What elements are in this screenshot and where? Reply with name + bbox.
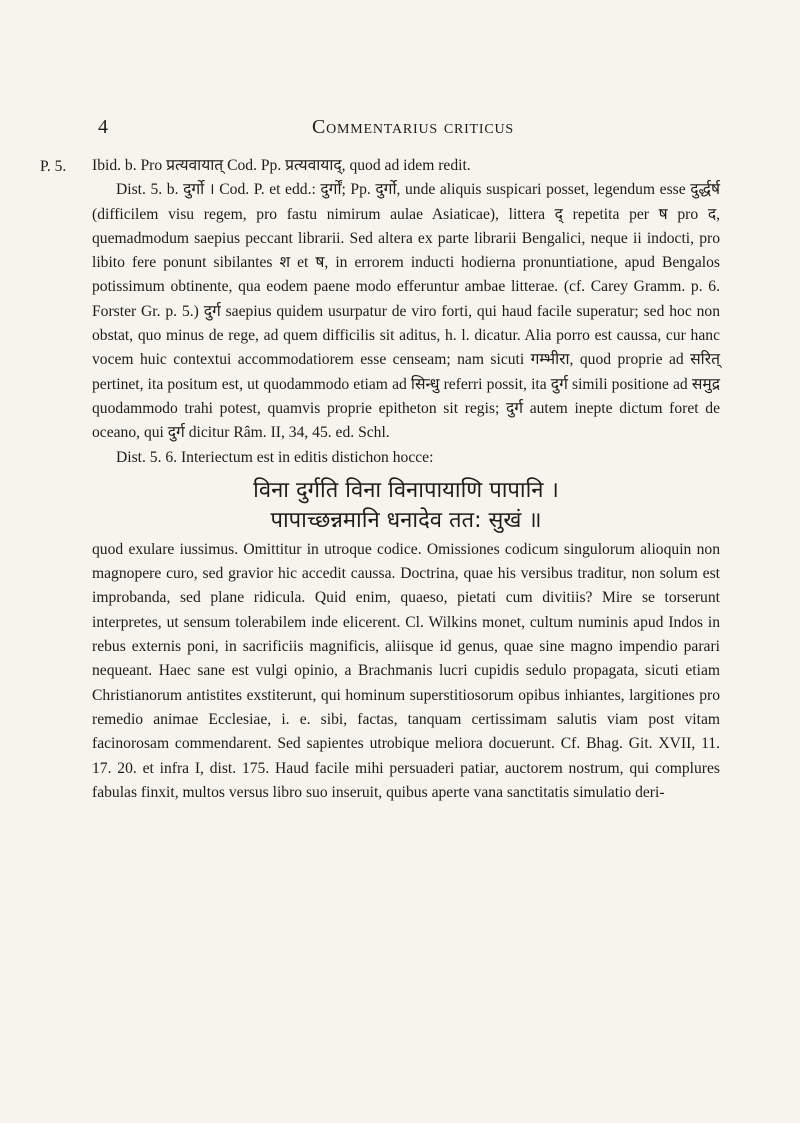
running-title: Commentarius criticus	[311, 116, 515, 138]
page-number: 4	[98, 116, 109, 138]
running-header	[98, 116, 728, 146]
commentary-body	[92, 154, 720, 805]
verse-line-2: पापाच्छन्नमानि धनादेव तत: सुखं ॥	[270, 507, 542, 533]
sanskrit-distichon	[92, 476, 720, 536]
paragraph-omissio: quod exulare iussimus. Omittitur in utroque codice. Omissiones codicum singulorum alioquin non magnopere curo, sed gravior hic accedit caussa. Doctrina, quae his versibus traditur, non solum est improbanda, sed plane ridicula. Quid enim, quaeso, pietati cum divitiis? Mire se torserunt interpretes, ut sensum tolerabilem inde elicerent. Cl. Wilkins monet, cultum numinis apud Indos in rebus externis poni, in sacrificiis magnificis, aliisque id genus, quae sine magno impendio parari nequeant. Haec sane est vulgi opinio, a Brachmanis lucri cupidis sedulo propagata, sicuti etiam Christianorum antistites exstiterunt, qui hominum superstitiosorum opibus inhiantes, largitiones pro remedio animae Ecclesiae, i. e. sibi, factas, tanquam certissimam salutis viam post vitam facinorosam commendarent. Sed sapientes utrobique meliora docuerunt. Cf. Bhag. Git. XVII, 11. 17. 20. et infra I, dist. 175. Haud facile mihi persuaderi patiar, auctorem nostrum, qui complures fabulas finxit, multos versus libro suo inseruit, quibus aperte vana sanctitatis simulatio deri-	[92, 540, 720, 801]
paragraph-dist-56: Dist. 5. 6. Interiectum est in editis distichon hocce:	[116, 448, 434, 466]
paragraph-ibid: Ibid. b. Pro प्रत्यवायात् Cod. Pp. प्रत्यवायाद्, quod ad idem redit.	[92, 157, 471, 174]
verse-line-1: विना दुर्गति विना विनापायाणि पापानि ।	[253, 477, 559, 503]
margin-reference: P. 5.	[40, 158, 67, 175]
paragraph-dist-5b: Dist. 5. b. दुर्गो । Cod. P. et edd.: दुर्गों; Pp. दुर्गो, unde aliquis suspicari posset, legendum esse दुर्द्धर्ष (difficilem visu regem, pro fastu nimirum aulae Asiaticae), littera द् repetita per ष pro द, quemadmodum saepius peccant librarii. Sed altera ex parte librarii Bengalici, neque ii indocti, pro libito fere ponunt sibilantes श et ष, in errorem inducti hodierna pronuntiatione, apud Bengalos potissimum obtinente, qua eodem paene modo efferuntur ambae litterae. (cf. Carey Gramm. p. 6. Forster Gr. p. 5.) दुर्ग saepius quidem usurpatur de viro forti, qui haud facile superatur; sed hoc non obstat, quo minus de rege, ad quem difficilis sit aditus, h. l. dicatur. Alia porro est caussa, cur hanc vocem huic contextui accommodatiorem esse censeam; nam sicuti गम्भीरा, quod proprie ad सरित् pertinet, ita positum est, ut quodammodo etiam ad सिन्धु referri possit, ita दुर्ग simili positione ad समुद्र quodammodo trahi potest, quamvis proprie epitheton sit regis; दुर्ग autem inepte dictum foret de oceano, qui दुर्ग dicitur Râm. II, 34, 45. ed. Schl.	[92, 181, 720, 442]
